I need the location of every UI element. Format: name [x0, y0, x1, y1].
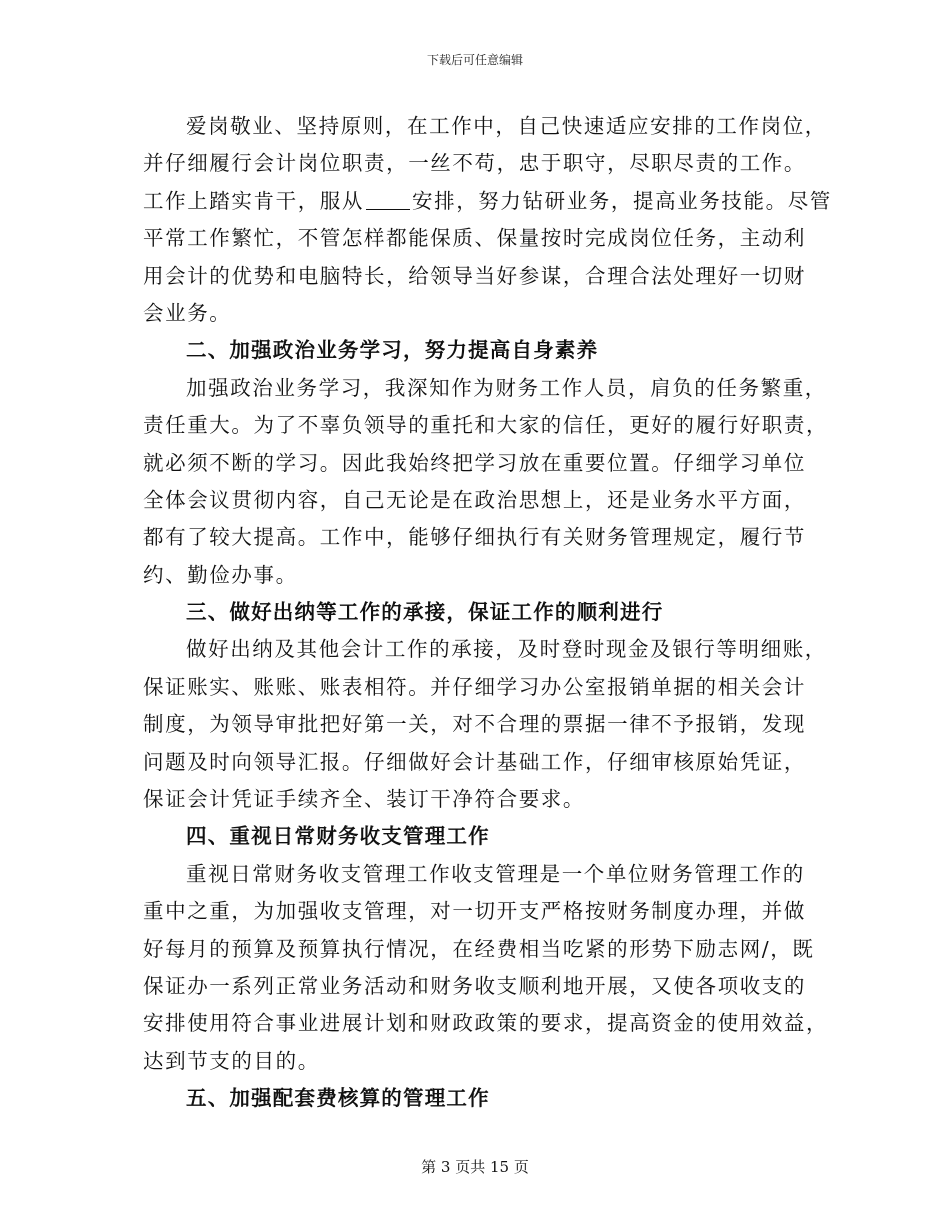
paragraph-line: 问题及时向领导汇报。仔细做好会计基础工作，仔细审核原始凭证，: [143, 749, 806, 774]
paragraph-line: 制度，为领导审批把好第一关，对不合理的票据一律不予报销，发现: [143, 712, 806, 737]
document-body: [143, 108, 832, 1118]
fill-in-blank: [366, 189, 410, 210]
paragraph-line: 会业务。: [143, 300, 232, 325]
section-heading: 三、做好出纳等工作的承接，保证工作的顺利进行: [186, 600, 664, 625]
paragraph-line: 约、勤俭办事。: [143, 562, 298, 587]
section-heading: 四、重视日常财务收支管理工作: [186, 824, 490, 849]
section-heading: 二、加强政治业务学习，努力提高自身素养: [186, 338, 599, 363]
paragraph-line: 重视日常财务收支管理工作收支管理是一个单位财务管理工作的: [186, 861, 805, 886]
page-footer: [0, 1157, 950, 1177]
header-text: 下载后可任意编辑: [426, 53, 523, 67]
paragraph-line: 做好出纳及其他会计工作的承接，及时登时现金及银行等明细账，: [186, 637, 827, 662]
page-number: 第 3 页共 15 页: [421, 1158, 529, 1176]
paragraph-line: 好每月的预算及预算执行情况，在经费相当吃紧的形势下励志网/，既: [143, 936, 815, 961]
paragraph-line: 平常工作繁忙，不管怎样都能保质、保量按时完成岗位任务，主动利: [143, 226, 806, 251]
paragraph-line: 保证会计凭证手续齐全、装订干净符合要求。: [143, 787, 585, 812]
paragraph-line: 责任重大。为了不辜负领导的重托和大家的信任，更好的履行好职责，: [143, 413, 829, 438]
paragraph-line: 重中之重，为加强收支管理，对一切开支严格按财务制度办理，并做: [143, 899, 806, 924]
paragraph-line: 爱岗敬业、坚持原则，在工作中，自己快速适应安排的工作岗位，: [186, 114, 827, 138]
paragraph-line: 保证账实、账账、账表相符。并仔细学习办公室报销单据的相关会计: [143, 674, 806, 699]
text-fragment: 安排，努力钻研业务，提高业务技能。尽管: [412, 188, 832, 213]
paragraph-line: 都有了较大提高。工作中，能够仔细执行有关财务管理规定，履行节: [143, 525, 806, 550]
paragraph-line: 就必须不断的学习。因此我始终把学习放在重要位置。仔细学习单位: [143, 450, 806, 475]
paragraph-line: 保证办一系列正常业务活动和财务收支顺利地开展，又使各项收支的: [143, 973, 806, 998]
paragraph-line: 全体会议贯彻内容，自己无论是在政治思想上，还是业务水平方面，: [143, 487, 806, 512]
paragraph-line: [143, 183, 832, 220]
paragraph-line: 安排使用符合事业进展计划和财政政策的要求，提高资金的使用效益，: [143, 1011, 829, 1036]
section-heading: 五、加强配套费核算的管理工作: [186, 1086, 490, 1111]
paragraph-line: 加强政治业务学习，我深知作为财务工作人员，肩负的任务繁重，: [186, 375, 827, 400]
text-fragment: 工作上踏实肯干，服从: [143, 188, 364, 213]
paragraph-line: 并仔细履行会计岗位职责，一丝不苟，忠于职守，尽职尽责的工作。: [143, 151, 806, 176]
paragraph-line: 达到节支的目的。: [143, 1048, 320, 1073]
page-header: [0, 52, 950, 68]
paragraph-line: 用会计的优势和电脑特长，给领导当好参谋，合理合法处理好一切财: [143, 263, 806, 288]
